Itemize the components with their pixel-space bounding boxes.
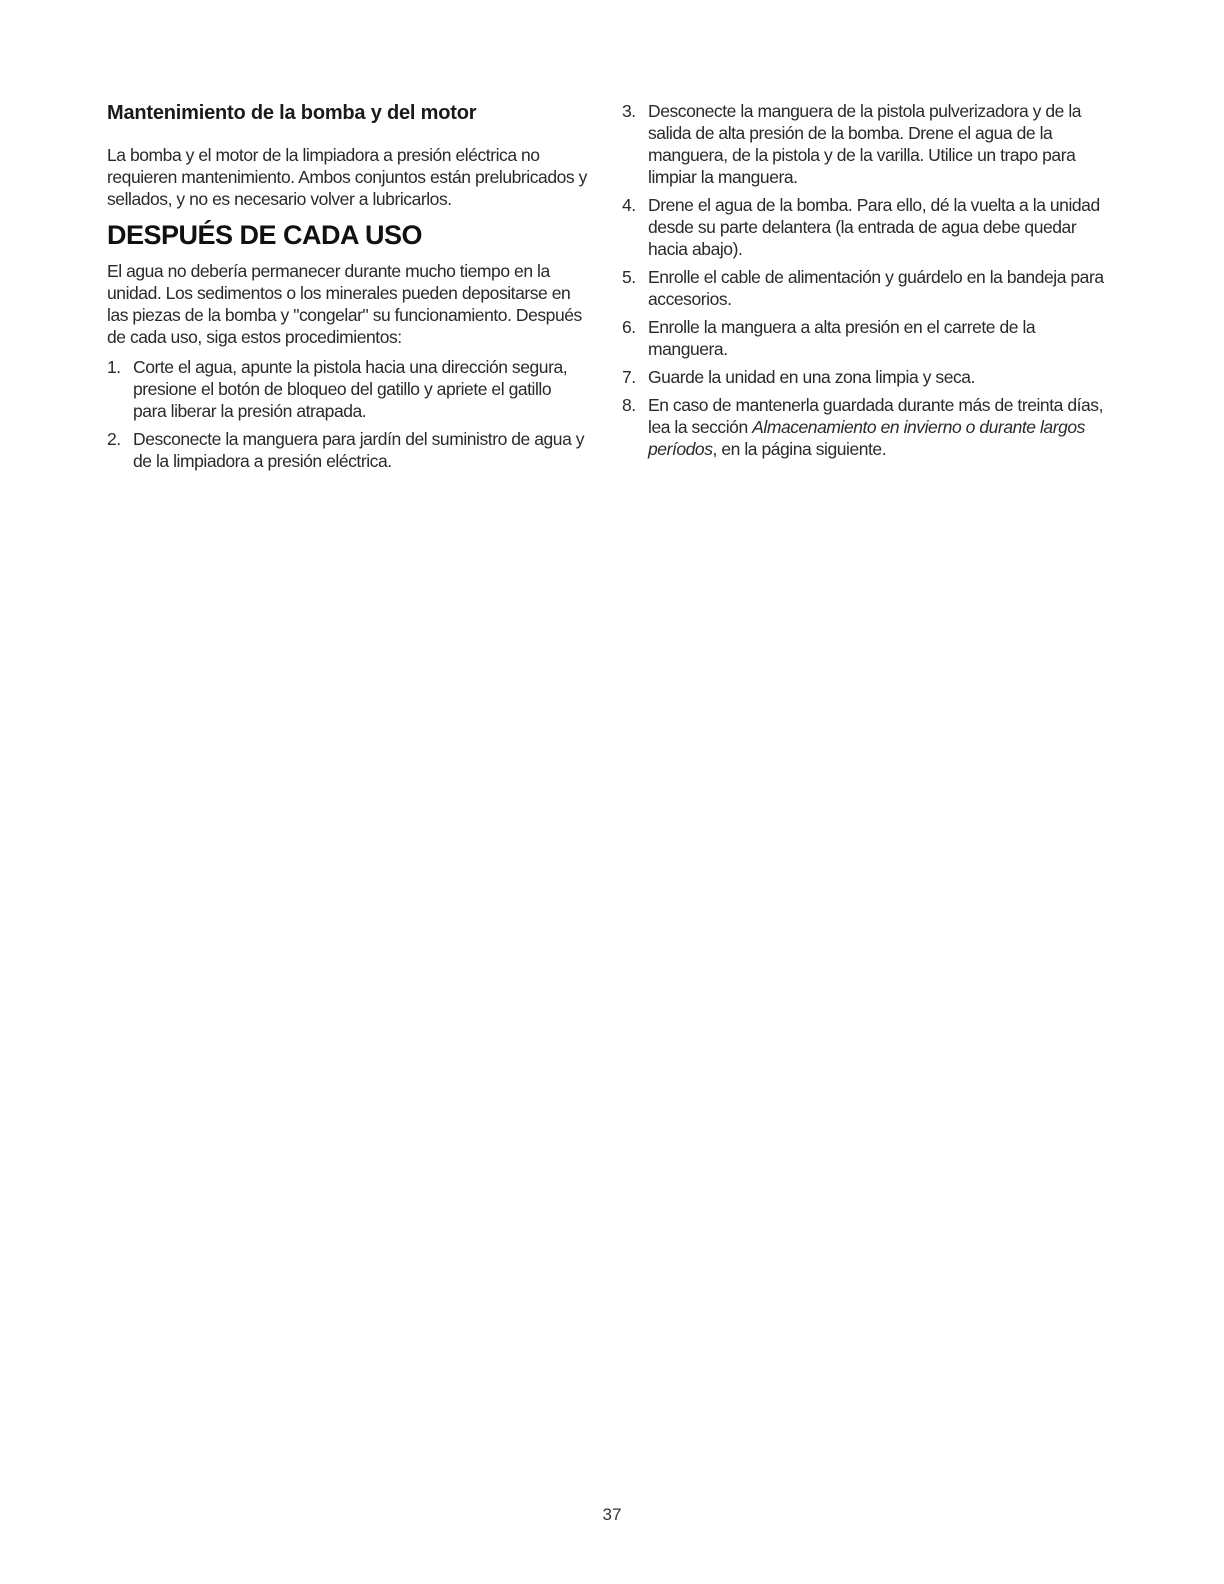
step-text: Guarde la unidad en una zona limpia y seca.: [648, 367, 975, 387]
step-text: Enrolle la manguera a alta presión en el carrete de la manguera.: [648, 317, 1036, 359]
step-number: 8.: [622, 395, 636, 415]
after-each-use-heading: DESPUÉS DE CADA USO: [107, 220, 423, 250]
list-item-step-8: [622, 394, 1112, 460]
step-text: Corte el agua, apunte la pistola hacia una dirección segura, presione el botón de bloqueo del gatillo y apriete el gatillo para liberar la presión atrapada.: [133, 357, 568, 421]
step-number: 4.: [622, 195, 636, 215]
page-number: 37: [602, 1505, 622, 1524]
step-text-before: En caso de mantenerla guardada durante más de treinta días, lea la sección: [648, 395, 1104, 437]
list-item-step-7: [622, 366, 1112, 388]
step-text: Drene el agua de la bomba. Para ello, dé la vuelta a la unidad desde su parte delantera (la entrada de agua debe quedar hacia abajo).: [648, 195, 1100, 259]
step-number: 6.: [622, 317, 636, 337]
list-item-step-6: [622, 316, 1112, 360]
step-number: 5.: [622, 267, 636, 287]
pump-motor-maintenance-paragraph: La bomba y el motor de la limpiadora a presión eléctrica no requieren mantenimiento. Ambos conjuntos están prelubricados y sellados, y no es necesario volver a lubricarlos.: [107, 145, 587, 209]
left-column: [107, 100, 587, 478]
step-number: 3.: [622, 101, 636, 121]
steps-list-left: [107, 356, 587, 472]
right-column: [622, 100, 1112, 466]
step-number: 1.: [107, 357, 121, 377]
list-item-step-4: [622, 194, 1112, 260]
list-item-step-2: [107, 428, 587, 472]
step-number: 2.: [107, 429, 121, 449]
list-item-step-3: [622, 100, 1112, 188]
pump-motor-maintenance-heading: Mantenimiento de la bomba y del motor: [107, 102, 477, 124]
steps-list-right: [622, 100, 1112, 460]
step-text: Desconecte la manguera para jardín del suministro de agua y de la limpiadora a presión eléctrica.: [133, 429, 585, 471]
list-item-step-5: [622, 266, 1112, 310]
after-each-use-intro: El agua no debería permanecer durante mucho tiempo en la unidad. Los sedimentos o los minerales pueden depositarse en las piezas de la bomba y "congelar" su funcionamiento. Después de cada uso, siga estos procedimientos:: [107, 261, 582, 347]
list-item-step-1: [107, 356, 587, 422]
step-text: Enrolle el cable de alimentación y guárdelo en la bandeja para accesorios.: [648, 267, 1104, 309]
step-text-after: , en la página siguiente.: [712, 439, 887, 459]
step-number: 7.: [622, 367, 636, 387]
step-text: Desconecte la manguera de la pistola pulverizadora y de la salida de alta presión de la bomba. Drene el agua de la manguera, de la pistola y de la varilla. Utilice un trapo para limpiar la manguera.: [648, 101, 1082, 187]
step-text-section-reference: Almacenamiento en invierno o durante largos períodos: [648, 417, 1085, 459]
